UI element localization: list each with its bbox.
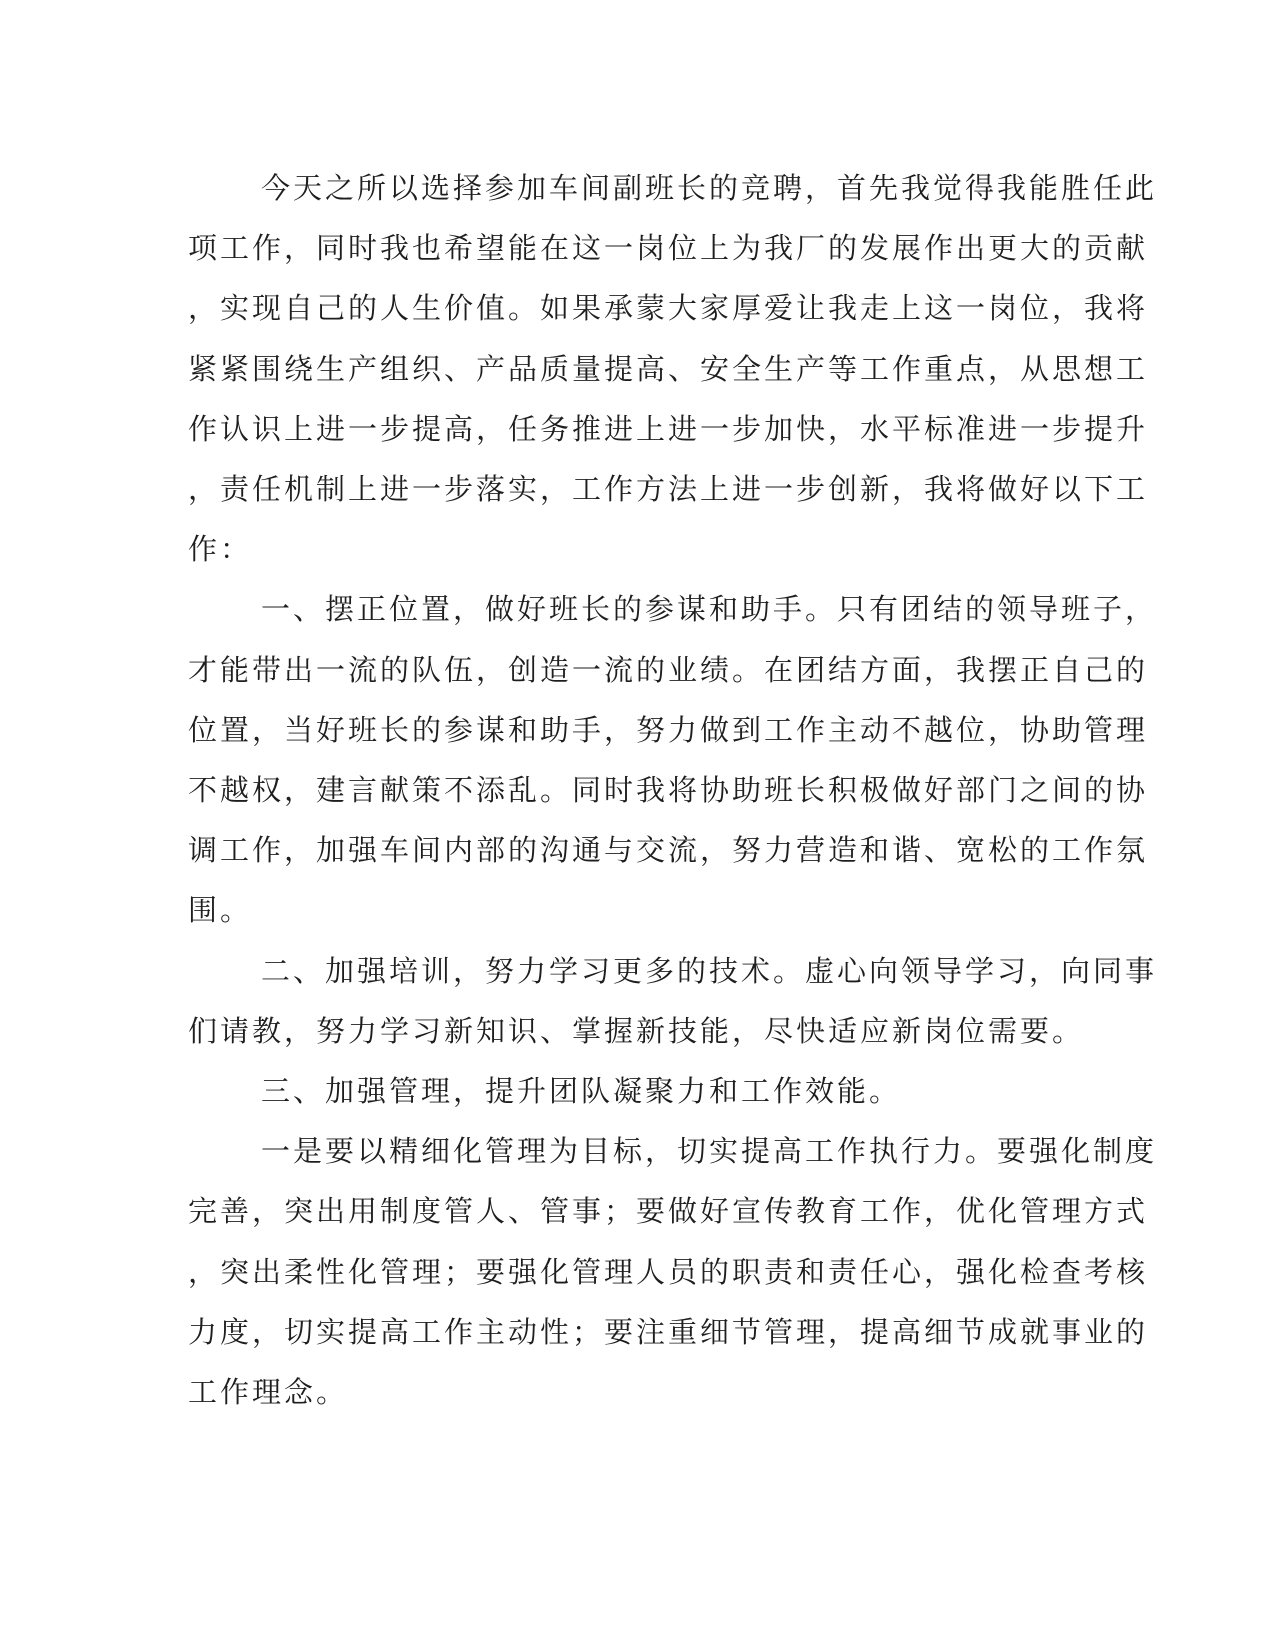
text-line: 作： — [188, 532, 253, 567]
text-line: 紧紧围绕生产组织、产品质量提高、安全生产等工作重点，从思想工 — [188, 351, 1149, 386]
paragraph-point-three — [188, 1061, 1068, 1121]
text-line: 调工作，加强车间内部的沟通与交流，努力营造和谐、宽松的工作氛 — [188, 833, 1149, 868]
text-line: 力度，切实提高工作主动性；要注重细节管理，提高细节成就事业的 — [188, 1314, 1149, 1349]
text-line: ，突出柔性化管理；要强化管理人员的职责和责任心，强化检查考核 — [188, 1254, 1149, 1289]
text-line: 位置，当好班长的参谋和助手，努力做到工作主动不越位，协助管理 — [188, 712, 1149, 747]
paragraph-point-two — [188, 941, 1158, 1061]
document-body — [188, 158, 1158, 1422]
text-line: 们请教，努力学习新知识、掌握新技能，尽快适应新岗位需要。 — [188, 1013, 1085, 1048]
text-line: 一是要以精细化管理为目标，切实提高工作执行力。要强化制度 — [261, 1134, 1158, 1169]
text-line: 不越权，建言献策不添乱。同时我将协助班长积极做好部门之间的协 — [188, 773, 1149, 808]
text-line: 二、加强培训，努力学习更多的技术。虚心向领导学习，向同事 — [261, 953, 1158, 988]
text-line: ，责任机制上进一步落实，工作方法上进一步创新，我将做好以下工 — [188, 472, 1149, 507]
paragraph-candidacy-intro — [188, 158, 1158, 579]
text-line: 才能带出一流的队伍，创造一流的业绩。在团结方面，我摆正自己的 — [188, 652, 1149, 687]
text-line: 三、加强管理，提升团队凝聚力和工作效能。 — [261, 1074, 902, 1109]
text-line: 今天之所以选择参加车间副班长的竞聘，首先我觉得我能胜任此 — [261, 171, 1158, 205]
text-line: 一、摆正位置，做好班长的参谋和助手。只有团结的领导班子， — [261, 592, 1158, 627]
paragraph-refined-management — [188, 1121, 1158, 1422]
text-line: 作认识上进一步提高，任务推进上进一步加快，水平标准进一步提升 — [188, 411, 1149, 446]
text-line: ，实现自己的人生价值。如果承蒙大家厚爱让我走上这一岗位，我将 — [188, 291, 1149, 326]
text-line: 项工作，同时我也希望能在这一岗位上为我厂的发展作出更大的贡献 — [188, 231, 1149, 266]
text-line: 工作理念。 — [188, 1375, 349, 1410]
text-line: 围。 — [188, 893, 253, 928]
paragraph-point-one — [188, 579, 1158, 940]
text-line: 完善，突出用制度管人、管事；要做好宣传教育工作，优化管理方式 — [188, 1194, 1149, 1229]
